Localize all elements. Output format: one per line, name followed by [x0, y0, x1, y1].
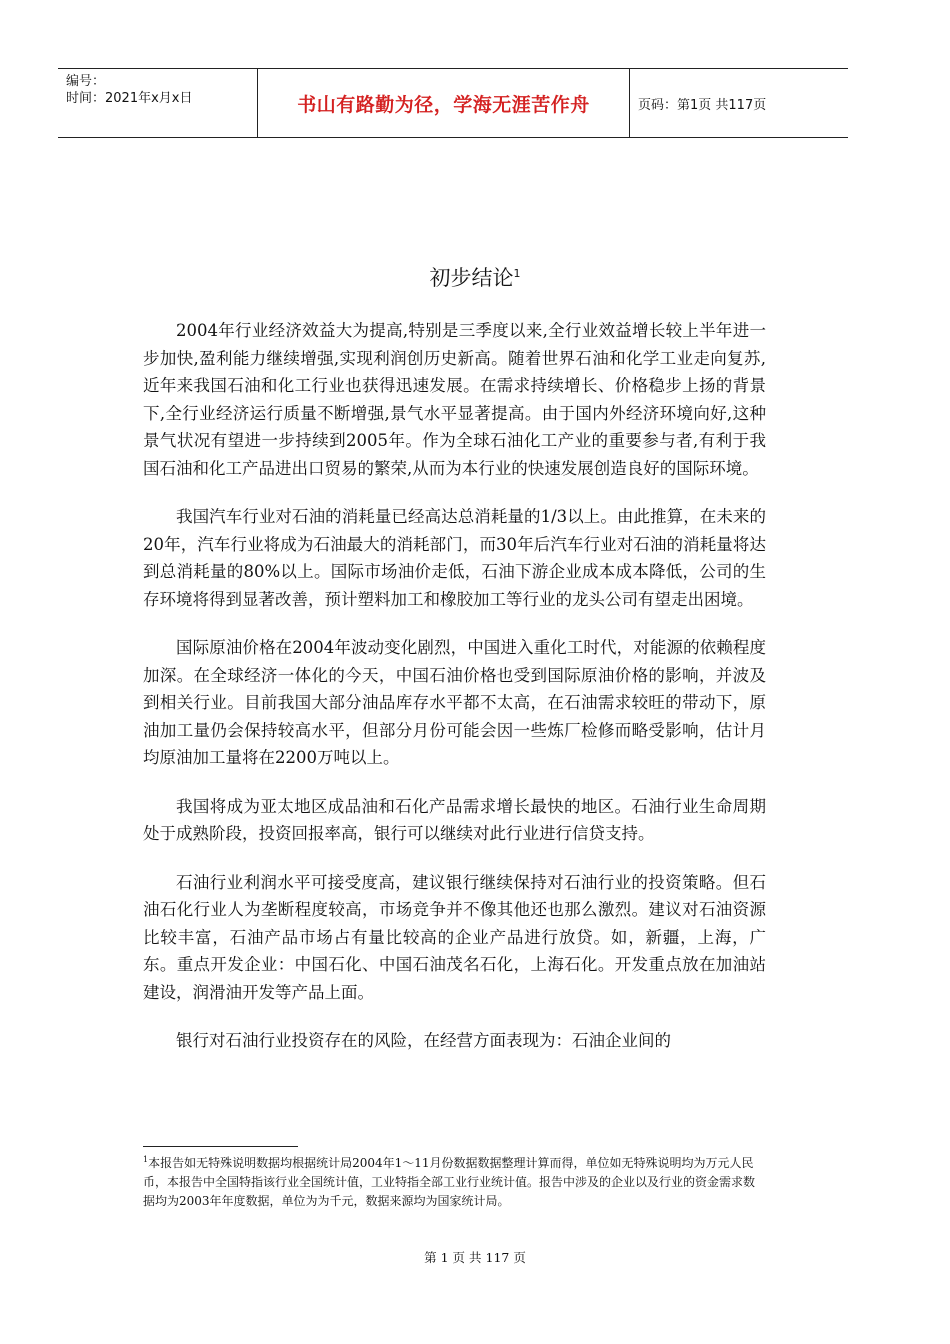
document-number-label: 编号：	[66, 74, 106, 89]
paragraph-2: 我国汽车行业对石油的消耗量已经高达总消耗量的1/3以上。由此推算，在未来的20年，汽车行业将成为石油最大的消耗部门，而30年后汽车行业对石油的消耗量将达到总消耗量的80%以上。国际市场油价走低，石油下游企业成本成本降低，公司的生存环境将得到显著改善，预计塑料加工和橡胶加工等行业的龙头公司有望走出困境。	[143, 507, 766, 609]
footnote-separator	[143, 1146, 298, 1147]
footnote-marker: 1	[143, 1155, 149, 1164]
title-footnote-marker[interactable]: 1	[513, 267, 521, 280]
paragraph-4: 我国将成为亚太地区成品油和石化产品需求增长最快的地区。石油行业生命周期处于成熟阶段，投资回报率高，银行可以继续对此行业进行信贷支持。	[143, 796, 766, 843]
document-body	[143, 317, 766, 1076]
document-time-label: 时间：2021年x月x日	[66, 91, 193, 106]
paragraph-6: 银行对石油行业投资存在的风险，在经营方面表现为：石油企业间的	[176, 1031, 671, 1050]
header-table	[58, 68, 848, 138]
header-page-label: 页码：第1页 共117页	[638, 97, 767, 113]
page-footer: 第 1 页 共 117 页	[424, 1250, 526, 1265]
paragraph-3: 国际原油价格在2004年波动变化剧烈，中国进入重化工时代，对能源的依赖程度加深。在全球经济一体化的今天，中国石油价格也受到国际原油价格的影响，并波及到相关行业。目前我国大部分油品库存水平都不太高，在石油需求较旺的带动下，原油加工量仍会保持较高水平，但部分月份可能会因一些炼厂检修而略受影响，估计月均原油加工量将在2200万吨以上。	[143, 638, 766, 767]
header-meta-cell	[58, 69, 258, 137]
header-page-cell	[630, 69, 848, 137]
paragraph-1: 2004年行业经济效益大为提高,特别是三季度以来,全行业效益增长较上半年进一步加快,盈利能力继续增强,实现利润创历史新高。随着世界石油和化学工业走向复苏,近年来我国石油和化工行业也获得迅速发展。在需求持续增长、价格稳步上扬的背景下,全行业经济运行质量不断增强,景气水平显著提高。由于国内外经济环境向好,这种景气状况有望进一步持续到2005年。作为全球石油化工产业的重要参与者,有利于我国石油和化工产品进出口贸易的繁荣,从而为本行业的快速发展创造良好的国际环境。	[143, 321, 766, 478]
footnote-text: 本报告如无特殊说明数据均根据统计局2004年1～11月份数据数据整理计算而得，单位如无特殊说明均为万元人民币，本报告中全国特指该行业全国统计值，工业特指全部工业行业统计值。报告中涉及的企业以及行业的资金需求数据均为2003年年度数据，单位为为千元，数据来源均为国家统计局。	[143, 1156, 756, 1208]
paragraph-5: 石油行业利润水平可接受度高，建议银行继续保持对石油行业的投资策略。但石油石化行业人为垄断程度较高，市场竞争并不像其他还也那么激烈。建议对石油资源比较丰富，石油产品市场占有量比较高的企业产品进行放贷。如，新疆，上海，广东。重点开发企业：中国石化、中国石油茂名石化，上海石化。开发重点放在加油站建设，润滑油开发等产品上面。	[143, 872, 766, 1002]
document-title	[0, 262, 950, 292]
header-motto: 书山有路勤为径，学海无涯苦作舟	[297, 93, 590, 116]
document-title-text: 初步结论	[429, 266, 514, 290]
footnote	[143, 1150, 763, 1211]
header-motto-cell	[258, 69, 630, 137]
